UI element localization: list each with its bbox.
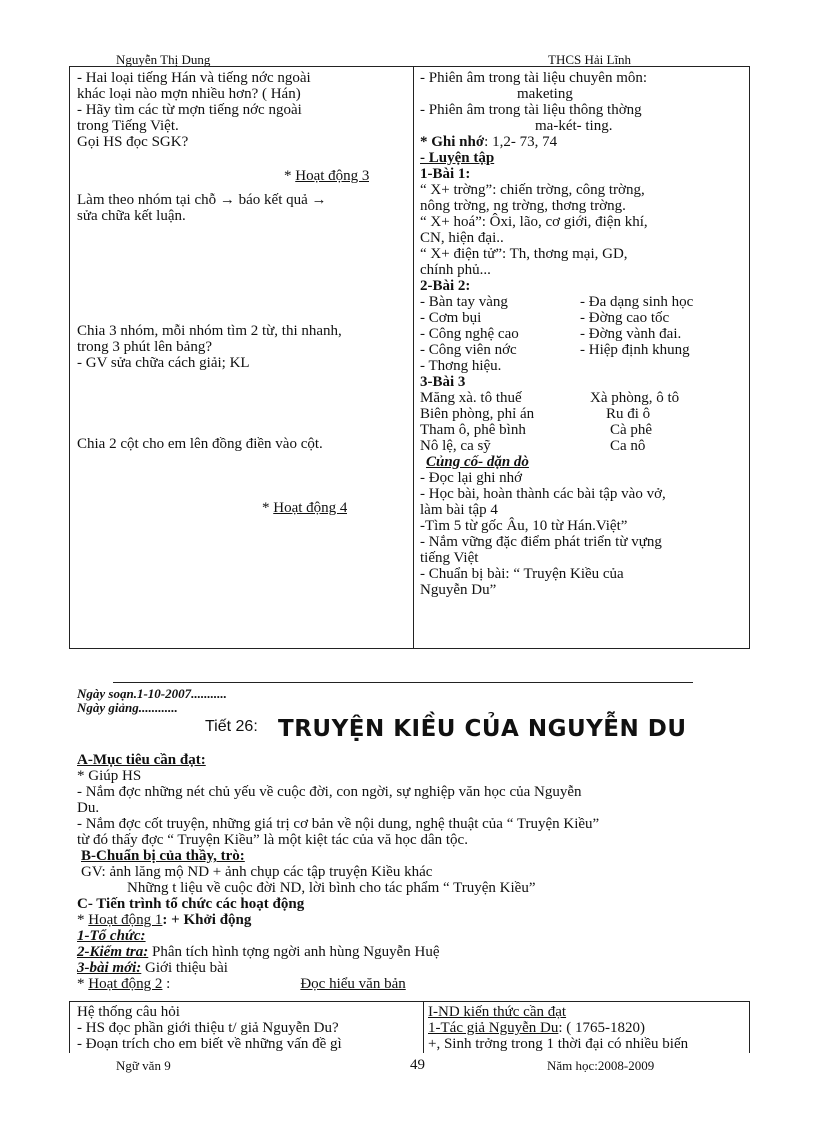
author-name: Nguyễn Thị Dung [116, 52, 211, 67]
bai-1-title: 1-Bài 1: [420, 166, 471, 182]
top-table-divider [413, 66, 414, 649]
tien-trinh-heading: C- Tiến trình tổ chức các hoạt động [77, 896, 305, 912]
hoat-dong-3-heading: * Hoạt động 3 [284, 168, 370, 184]
bai-3-row: Biên phòng, phỉ án Ru đi ô [420, 406, 651, 422]
bai-3-row: Tham ô, phê bình Cà phê [420, 422, 653, 438]
to-chuc-step: 1-Tổ chức: [77, 928, 146, 944]
lesson-body: A-Mục tiêu cần đạt: * Giúp HS - Nắm đợc những nét chủ yếu về cuộc đời, con ngời, sự nghiệp văn học của Nguyễn Du. - Nắm đợc cốt truyện, những giá trị cơ bản về nội dung, nghệ thuật của “ Truyện Kiều” từ đó thấy đợc “ Truyện Kiều” là một kiệt tác của vă học dân tộc. B-Chuẩn bị của thầy, trò: GV: ảnh lăng mộ ND + ảnh chụp các tập truyện Kiều khác Những t liệu về cuộc đời ND, lời bình cho tác phẩm “ Truyện Kiều” C- Tiến trình tổ chức các hoạt động * Hoạt động 1: + Khởi động 1-Tổ chức: 2-Kiểm tra: Phân tích hình tợng ngời anh hùng Nguyễn Huệ 3-bài mới: Giới thiệu bài * Hoạt động 2 : Đọc hiểu văn bản [77, 752, 757, 992]
footer-subject: Ngữ văn 9 [116, 1058, 171, 1073]
hoat-dong-2: * Hoạt động 2 : Đọc hiểu văn bản [77, 976, 406, 992]
muc-tieu-heading: A-Mục tiêu cần đạt: [77, 752, 206, 768]
bai-3-row: Nô lệ, ca sỹ Ca nô [420, 438, 646, 454]
top-right-content: - Phiên âm trong tài liệu chuyên môn: maketing - Phiên âm trong tài liệu thông thờng ma-két- ting. * Ghi nhớ: 1,2- 73, 74 - Luyện tập 1-Bài 1: “ X+ trờng”: chiến trờng, công trờng, nông trờng, ng trờng, thơng trờng. “ X+ hoá”: Ôxi, lão, cơ giới, điện khí, CN, hiện đại.. “ X+ điện tử”: Th, thơng mại, GD, chính phủ... 2-Bài 2: - Bàn tay vàng - Đa dạng sinh học - Cơm bụi - Đờng cao tốc - Công nghệ cao - Đờng vành đai. - Công viên nớc - Hiệp định khung - Thơng hiệu. 3-Bài 3 Măng xà. tô thuế Xà phòng, ô tô Biên phòng, phỉ án Ru đi ô Tham ô, phê bình Cà phê Nô lệ, ca sỹ Ca nô Củng cố- dặn dò - Đọc lại ghi nhớ - Học bài, hoàn thành các bài tập vào vở, làm bài tập 4 -Tìm 5 từ gốc Âu, 10 từ Hán.Việt” - Nắm vững đặc điểm phát triển từ vựng tiếng Việt - Chuẩn bị bài: “ Truyện Kiều của Nguyễn Du” [420, 70, 748, 598]
bottom-left-content: Hệ thống câu hỏi - HS đọc phần giới thiệu t/ giả Nguyễn Du? - Đoạn trích cho em biết về những vấn đề gì [77, 1004, 342, 1052]
tiet-label: Tiết 26: [205, 718, 258, 735]
cung-co-heading: Củng cố- dặn dò [426, 454, 529, 470]
hoat-dong-1: * Hoạt động 1: + Khởi động [77, 912, 252, 928]
three-groups-text: Chia 3 nhóm, mỗi nhóm tìm 2 từ, thi nhanh, trong 3 phút lên bảng? - GV sửa chữa cách giải; KL [77, 323, 342, 371]
lesson-title: TRUYỆN KIỀU CỦA NGUYỄN DU [278, 716, 687, 742]
group-work-text: Làm theo nhóm tại chỗ → báo kết quả → sửa chữa kết luận. [77, 192, 327, 224]
school-name: THCS Hải Lĩnh [548, 52, 632, 67]
ngay-giang: Ngày giảng............ [77, 700, 178, 715]
bai-2-row: - Bàn tay vàng - Đa dạng sinh học [420, 294, 694, 310]
hoat-dong-4-heading: * Hoạt động 4 [262, 500, 348, 516]
bai-3-title: 3-Bài 3 [420, 374, 466, 390]
luyen-tap-heading: - Luyện tập [420, 150, 495, 166]
ngay-soan: Ngày soạn.1-10-2007........... [77, 686, 227, 701]
bottom-table-divider [423, 1001, 424, 1053]
chuan-bi-heading: B-Chuẩn bị của thầy, trò: [81, 848, 245, 864]
page-number: 49 [410, 1057, 425, 1073]
kiem-tra-step: 2-Kiểm tra: Phân tích hình tợng ngời anh hùng Nguyễn Huệ [77, 944, 440, 960]
top-left-intro: - Hai loại tiếng Hán và tiếng nớc ngoài khác loại nào mợn nhiều hơn? ( Hán) - Hãy tìm các từ mợn tiếng nớc ngoài trong Tiếng Việt. Gọi HS đọc SGK? [77, 70, 311, 150]
bai-2-row: - Công nghệ cao - Đờng vành đai. [420, 326, 682, 342]
kien-thuc-heading: I-ND kiến thức cần đạt [428, 1004, 567, 1020]
bai-2-row: - Công viên nớc - Hiệp định khung [420, 342, 690, 358]
two-columns-text: Chia 2 cột cho em lên đồng điền vào cột. [77, 436, 323, 452]
bai-3-row: Măng xà. tô thuế Xà phòng, ô tô [420, 390, 680, 406]
bai-2-title: 2-Bài 2: [420, 278, 471, 294]
bai-moi-step: 3-bài mới: Giới thiệu bài [77, 960, 228, 976]
bottom-right-content: I-ND kiến thức cần đạt 1-Tác giả Nguyễn Du: ( 1765-1820) +, Sinh trởng trong 1 thời đại có nhiều biến [428, 1004, 748, 1052]
ghi-nho: * Ghi nhớ: 1,2- 73, 74 [420, 134, 558, 150]
section-divider [113, 682, 693, 683]
footer-school-year: Năm học:2008-2009 [547, 1058, 655, 1073]
bai-2-row: - Cơm bụi - Đờng cao tốc [420, 310, 670, 326]
